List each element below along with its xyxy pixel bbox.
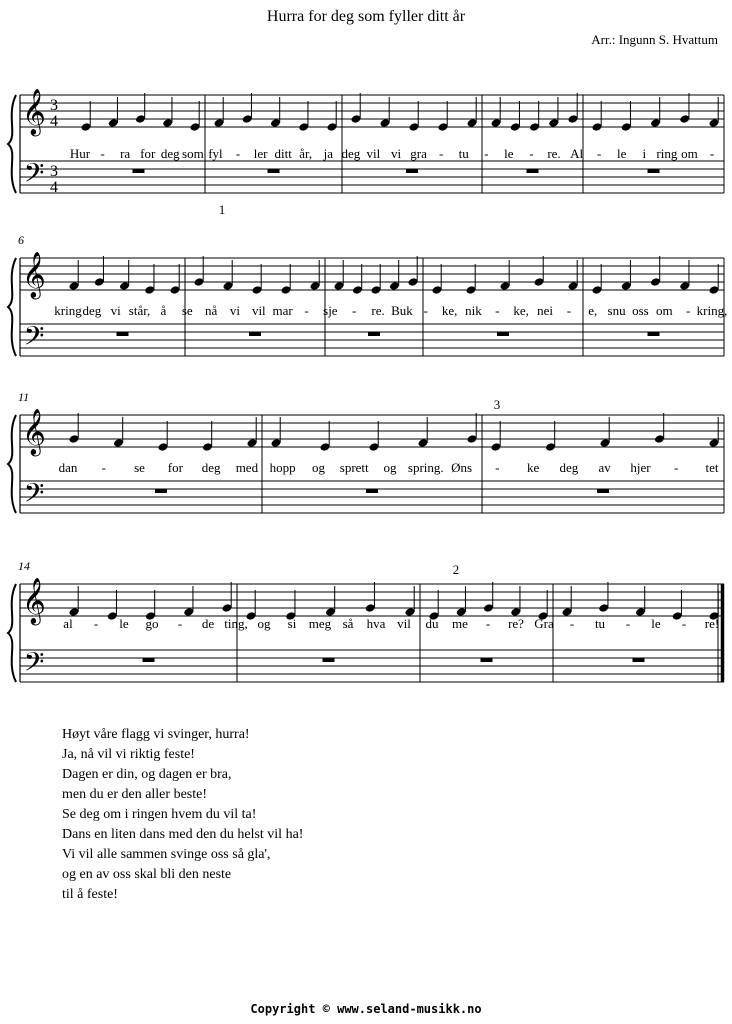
lyric-syllable: og xyxy=(311,460,325,475)
fingering-number: 1 xyxy=(218,202,226,217)
treble-clef-icon: 𝄞 xyxy=(22,578,46,623)
verse-line: Dans en liten dans med den du helst vil ha! xyxy=(62,827,304,842)
bass-clef-icon: 𝄢 xyxy=(23,647,45,683)
verse-line: til å feste! xyxy=(62,887,118,902)
lyric-syllable: le xyxy=(504,146,514,161)
lyric-syllable: i xyxy=(642,146,647,161)
time-signature-top: 3 xyxy=(50,163,58,180)
bass-clef-icon: 𝄢 xyxy=(23,478,45,514)
lyric-syllable: - xyxy=(674,460,679,475)
measure-number: 6 xyxy=(18,233,24,247)
brace xyxy=(8,415,16,513)
lyric-syllable: de xyxy=(201,616,215,631)
lyric-syllable: vi xyxy=(110,303,121,318)
bass-rest xyxy=(155,489,167,493)
lyric-syllable: Hur xyxy=(69,146,91,161)
lyric-syllable: le xyxy=(651,616,661,631)
bass-rest xyxy=(268,169,280,173)
verse-text xyxy=(62,725,303,905)
lyric-syllable: ring xyxy=(656,146,678,161)
verse-line: Dagen er din, og dagen er bra, xyxy=(62,767,232,782)
treble-clef-icon: 𝄞 xyxy=(22,252,46,297)
lyric-syllable: ke, xyxy=(513,303,529,318)
verse-line: Ja, nå vil vi riktig feste! xyxy=(62,747,195,762)
lyric-syllable: - xyxy=(177,616,183,631)
lyric-syllable: oss xyxy=(632,303,649,318)
lyric-syllable: - xyxy=(352,303,357,318)
lyric-syllable: me xyxy=(452,616,468,631)
lyric-syllable: - xyxy=(101,460,106,475)
lyric-syllable: Øns xyxy=(451,460,473,475)
lyric-syllable: gra xyxy=(410,146,427,161)
lyric-syllable: - xyxy=(100,146,105,161)
lyric-syllable: og xyxy=(257,616,271,631)
lyric-syllable: hopp xyxy=(269,460,296,475)
lyric-syllable: om xyxy=(681,146,698,161)
lyric-syllable: Al xyxy=(570,146,584,161)
lyric-syllable: re! xyxy=(704,616,720,631)
verse-line: Vi vil alle sammen svinge oss så gla', xyxy=(62,847,271,862)
bass-rest xyxy=(481,658,493,662)
lyric-syllable: si xyxy=(287,616,297,631)
lyric-syllable: tu xyxy=(594,616,606,631)
lyric-syllable: vil xyxy=(397,616,411,631)
lyric-syllable: snu xyxy=(607,303,626,318)
lyric-syllable: nei xyxy=(537,303,553,318)
verse-line: og en av oss skal bli den neste xyxy=(62,867,232,882)
lyric-syllable: om xyxy=(655,303,673,318)
lyric-syllable: - xyxy=(495,460,500,475)
lyric-syllable: se xyxy=(181,303,193,318)
bass-rest xyxy=(597,489,609,493)
arranger-credit: Arr.: Ingunn S. Hvattum xyxy=(591,32,718,47)
lyric-syllable: som xyxy=(182,146,204,161)
copyright-notice: Copyright © www.seland-musikk.no xyxy=(250,1002,482,1016)
lyric-syllable: av xyxy=(598,460,611,475)
lyric-syllable: deg xyxy=(160,146,180,161)
lyric-syllable: vil xyxy=(366,146,381,161)
bass-rest xyxy=(366,489,378,493)
lyric-syllable: nik xyxy=(465,303,482,318)
lyric-syllable: - xyxy=(529,146,534,161)
lyric-syllable: re? xyxy=(508,616,524,631)
lyric-syllable: deg xyxy=(341,146,361,161)
lyric-syllable: - xyxy=(596,146,602,161)
lyric-syllable: - xyxy=(569,616,575,631)
time-signature-bottom: 4 xyxy=(50,179,58,196)
lyric-syllable: vi xyxy=(229,303,241,318)
lyric-syllable: - xyxy=(566,303,572,318)
lyric-syllable: - xyxy=(685,303,691,318)
lyric-syllable: spring. xyxy=(407,460,444,475)
lyric-syllable: - xyxy=(93,616,99,631)
treble-clef-icon: 𝄞 xyxy=(22,409,46,454)
time-signature-top: 3 xyxy=(50,97,58,114)
lyric-syllable: å xyxy=(160,303,167,318)
lyric-syllable: du xyxy=(425,616,439,631)
lyric-syllable: med xyxy=(235,460,259,475)
bass-rest xyxy=(117,332,129,336)
lyric-syllable: re. xyxy=(371,303,385,318)
bass-rest xyxy=(323,658,335,662)
lyric-syllable: år, xyxy=(299,146,313,161)
bass-rest xyxy=(143,658,155,662)
lyric-syllable: ting, xyxy=(224,616,248,631)
bass-clef-icon: 𝄢 xyxy=(23,158,45,194)
lyric-syllable: og xyxy=(383,460,397,475)
lyric-syllable: ke xyxy=(526,460,540,475)
lyric-syllable: hva xyxy=(366,616,386,631)
fingering-number: 2 xyxy=(452,562,460,577)
lyric-syllable: sje xyxy=(323,303,338,318)
brace xyxy=(8,584,16,682)
lyric-syllable: nå xyxy=(204,303,218,318)
lyric-syllable: al xyxy=(63,616,73,631)
lyric-syllable: ra xyxy=(120,146,131,161)
bass-rest xyxy=(368,332,380,336)
lyric-syllable: ke, xyxy=(441,303,458,318)
lyric-syllable: go xyxy=(145,616,159,631)
bass-rest xyxy=(648,169,660,173)
brace xyxy=(8,258,16,356)
bass-rest xyxy=(249,332,261,336)
lyric-syllable: hjer xyxy=(630,460,651,475)
time-signature-bottom: 4 xyxy=(50,113,58,130)
lyric-syllable: le xyxy=(119,616,129,631)
lyric-syllable: Buk xyxy=(391,303,413,318)
bass-rest xyxy=(648,332,660,336)
lyric-syllable: - xyxy=(495,303,500,318)
lyric-syllable: mar xyxy=(272,303,293,318)
lyric-syllable: - xyxy=(304,303,309,318)
lyric-syllable: dan xyxy=(58,460,78,475)
lyric-syllable: e, xyxy=(588,303,598,318)
measure-number: 11 xyxy=(18,390,30,404)
lyric-syllable: ditt xyxy=(274,146,292,161)
song-title: Hurra for deg som fyller ditt år xyxy=(266,8,466,25)
lyric-syllable: - xyxy=(625,616,631,631)
lyric-syllable: tet xyxy=(705,460,719,475)
lyric-syllable: deg xyxy=(201,460,221,475)
lyric-syllable: - xyxy=(681,616,687,631)
lyric-syllable: - xyxy=(235,146,241,161)
lyric-syllable: Gra xyxy=(534,616,554,631)
lyric-syllable: deg xyxy=(559,460,579,475)
bass-clef-icon: 𝄢 xyxy=(23,321,45,357)
lyric-syllable: - xyxy=(709,146,715,161)
lyric-syllable: kring, xyxy=(696,303,728,318)
lyric-syllable: le xyxy=(617,146,627,161)
bass-rest xyxy=(406,169,418,173)
brace xyxy=(8,95,16,193)
verse-line: men du er den aller beste! xyxy=(62,787,207,802)
lyric-syllable: fyl xyxy=(208,146,223,161)
verse-line: Høyt våre flagg vi svinger, hurra! xyxy=(62,727,250,742)
lyric-syllable: vi xyxy=(390,146,402,161)
lyric-syllable: - xyxy=(438,146,444,161)
lyric-syllable: vil xyxy=(251,303,266,318)
fingering-number: 3 xyxy=(493,397,501,412)
lyric-syllable: ler xyxy=(253,146,268,161)
bass-rest xyxy=(527,169,539,173)
lyric-syllable: meg xyxy=(308,616,332,631)
bass-rest xyxy=(497,332,509,336)
lyric-syllable: - xyxy=(484,146,489,161)
measure-number: 14 xyxy=(18,559,30,573)
lyric-syllable: så xyxy=(342,616,354,631)
lyric-syllable: for xyxy=(140,146,156,161)
lyric-syllable: tu xyxy=(458,146,469,161)
treble-clef-icon: 𝄞 xyxy=(22,89,46,134)
lyric-syllable: - xyxy=(485,616,491,631)
lyric-syllable: kring xyxy=(54,303,82,318)
lyric-syllable: re. xyxy=(547,146,561,161)
lyric-syllable: - xyxy=(423,303,428,318)
lyric-syllable: står, xyxy=(128,303,151,318)
lyric-syllable: se xyxy=(134,460,145,475)
lyric-syllable: deg xyxy=(82,303,102,318)
lyric-syllable: ja xyxy=(323,146,333,161)
lyric-syllable: for xyxy=(167,460,183,475)
verse-line: Se deg om i ringen hvem du vil ta! xyxy=(62,807,257,822)
bass-rest xyxy=(633,658,645,662)
bass-rest xyxy=(133,169,145,173)
lyric-syllable: sprett xyxy=(339,460,369,475)
